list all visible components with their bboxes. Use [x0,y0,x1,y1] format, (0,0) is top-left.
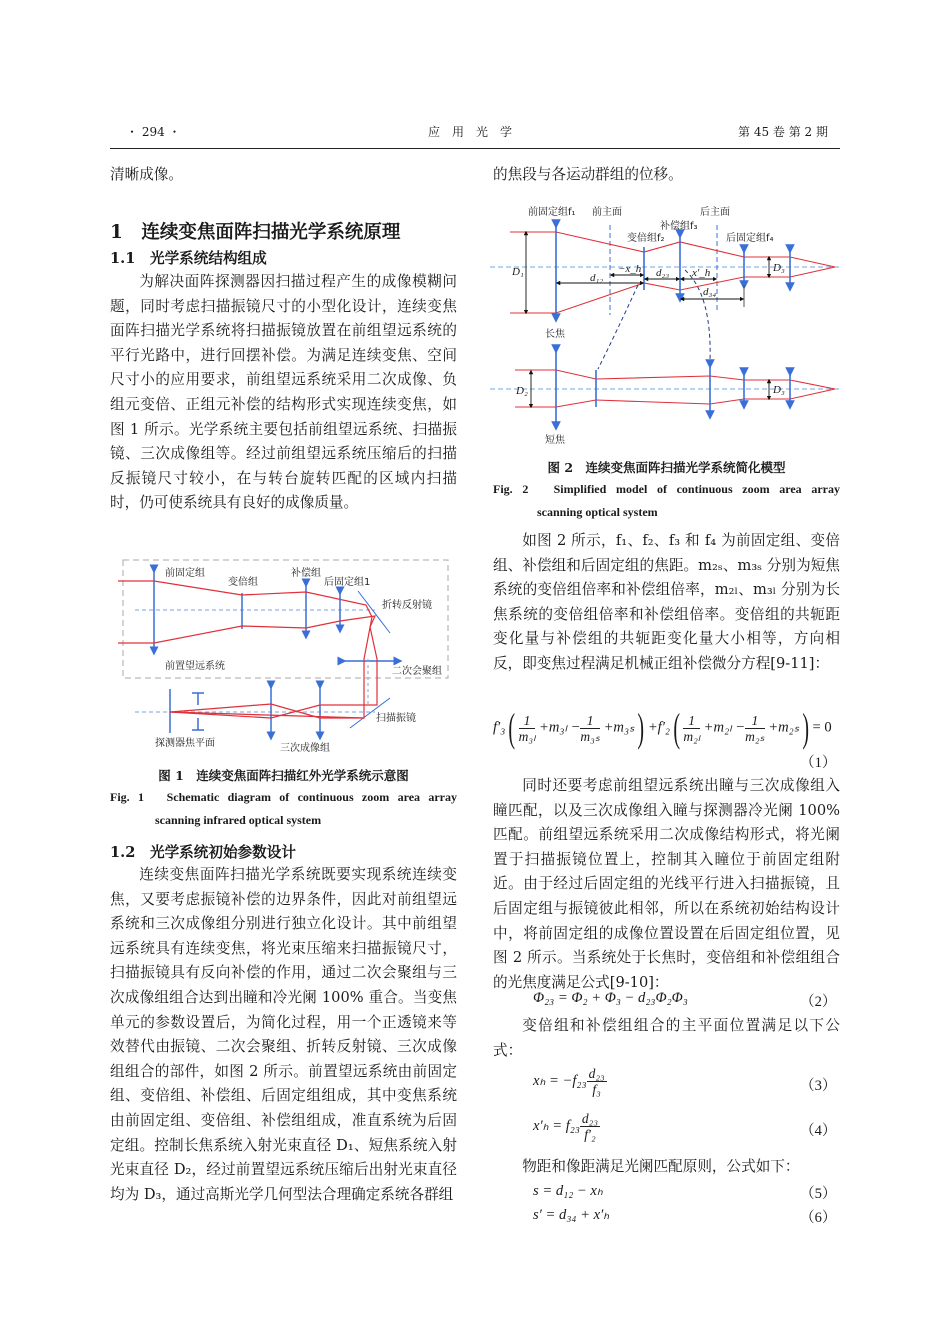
equation-3 [533,1066,607,1097]
equation-6: s′ = d₃₄ + x′ₕ [533,1207,610,1223]
eq1-m3l-den: m₃ₗ [518,728,536,744]
ray-paths-fig2 [510,232,835,407]
label-d34: d₃₄ [703,286,717,298]
label-rear-fixed-f4: 后固定组f₄ [726,233,774,244]
intro-text: 清晰成像。 [110,166,183,183]
label-D2: D₂ [516,385,528,397]
label-front-fixed-f1: 前固定组f₁ [528,207,576,218]
eq1-m3s-den: m₃ₛ [580,728,600,744]
label-short-focus: 短焦 [545,435,565,446]
paragraph-1: 为解决面阵探测器因扫描过程产生的成像模糊问题，同时考虑扫描振镜尺寸的小型化设计，连续变焦面阵扫描光学系统将扫描振镜放置在前组望远系统的平行光路中，进行回摆补偿。为满足连续变焦、空间尺寸小的应用要求，前组望远系统采用二次成像、负组元变倍、正组元补偿的结构形式实现连续变焦，如图 1 所示。光学系统主要包括前组望远系统、扫描振镜、三次成像组等。经过前组望远系统压缩后的扫描反振镜尺寸较小，在与转台旋转匹配的区域内扫描时，仍可使系统具有良好的成像质量。 [110,273,457,512]
eq1-m2s: m₂ₛ [778,719,800,736]
section-heading-1: 1 连续变焦面阵扫描光学系统原理 [110,222,401,243]
eq3-lhs: xₕ = −f₂₃ [533,1072,587,1089]
label-rear-principal: 后主面 [700,207,730,218]
equation-6-number: （6） [800,1210,837,1226]
label-d12: d₁₂ [590,272,604,284]
equation-5-number: （5） [800,1186,837,1202]
figure-1-caption-en-2: scanning infrared optical system [155,813,322,827]
eq1-equals-zero: = 0 [812,719,832,736]
label-D3-long: D₃ [773,262,785,274]
paragraph-6: 物距和像距满足光阑匹配原则，公式如下： [522,1158,800,1175]
label-compensator-f3: 补偿组f₃ [660,221,698,232]
intro-text-right: 的焦段与各运动群组的位移。 [493,166,683,183]
eq1-one: 1 [580,713,599,729]
op: + [603,719,614,736]
equation-4 [533,1111,600,1142]
label-tertiary: 三次成像组 [280,743,330,754]
figure-2-diagram [490,195,850,455]
eq1-m2l: m₂ₗ [713,719,732,736]
label-fold-mirror: 折转反射镜 [382,600,432,611]
header-rule [110,148,840,149]
label-scan-mirror: 扫描振镜 [376,713,416,724]
issue-info: 第 45 卷 第 2 期 [738,125,828,139]
label-rear-fixed-1: 后固定组1 [324,577,371,588]
op: − [570,719,581,736]
paragraph-4: 同时还要考虑前组望远系统出瞳与三次成像组入瞳匹配，以及三次成像组入瞳与探测器冷光阑 100% 匹配。前组望远系统采用二次成像结构形式，将光阑置于扫描振镜位置上，控制其入瞳位于前固定组附近。由于经过后固定组的光线平行进入扫描振镜，且后固定组与振镜彼此相邻，所以在系统初始结构设计中，将前固定组的成像位置设置在后固定组位置，见图 2 所示。当系统处于长焦时，变倍组和补偿组组合的光焦度满足公式[9-10]： [493,777,840,991]
eq1-m2s-den: m₂ₛ [745,728,765,744]
op: + [539,719,549,736]
eq1-f3: f′₃ [493,719,506,736]
equation-5: s = d₁₂ − xₕ [533,1183,603,1199]
figure-2-caption-cn: 图 2 连续变焦面阵扫描光学系统简化模型 [547,460,786,475]
ray-paths [118,581,377,718]
eq1-one: 1 [745,713,764,729]
label-d23: d₂₃ [656,267,670,279]
label-zoom-f2: 变倍组f₂ [627,233,665,244]
figure-1-caption-cn: 图 1 连续变焦面阵扫描红外光学系统示意图 [158,768,409,783]
label-front-fixed: 前固定组 [165,568,205,579]
eq3-numerator: d₂₃ [588,1066,605,1081]
label-zoom: 变倍组 [228,577,258,588]
journal-name: 应 用 光 学 [428,125,513,139]
op: + [703,719,714,736]
op: − [735,719,746,736]
label-xh: −x_h [618,263,642,275]
eq1-f2: f′₂ [657,719,670,736]
eq1-one: 1 [683,713,700,729]
label-D3-short: D₃ [773,384,785,396]
label-D1: D₁ [512,266,524,278]
paragraph-3: 如图 2 所示，f₁、f₂、f₃ 和 f₄ 为前固定组、变倍组、补偿组和后固定组的焦距。m₂ₛ、m₃ₛ 分别为短焦系统的变倍组倍率和补偿组倍率，m₂ₗ、m₃ₗ 分别为长焦系统的变倍组倍率和补偿组倍率。变倍组的共轭距变化量与补偿组的共轭距变化量大小相等，方向相反，即变焦过程满足机械正组补偿微分方程[9-11]： [493,532,840,672]
subsection-heading-1-2: 1.2 光学系统初始参数设计 [110,844,296,861]
equation-2-number: （2） [800,994,837,1010]
op: + [768,719,779,736]
page-number: ・ 294 ・ [126,125,181,139]
eq4-lhs: x′ₕ = f₂₃ [533,1117,580,1134]
eq3-denominator: f₃ [592,1082,601,1097]
equation-3-number: （3） [800,1078,837,1094]
figure-2-caption-en-2: scanning optical system [537,505,658,519]
eq1-m2l-den: m₂ₗ [683,728,701,744]
fold-mirror [358,591,390,633]
eq1-one: 1 [519,713,536,729]
equation-1-number: （1） [800,755,837,771]
equation-2: Φ₂₃ = Φ₂ + Φ₃ − d₂₃Φ₂Φ₃ [533,990,688,1006]
eq4-denominator: f′₂ [584,1127,596,1142]
paragraph-5: 变倍组和补偿组组合的主平面位置满足以下公式： [493,1017,840,1059]
subsection-heading-1-1: 1.1 光学系统结构组成 [110,250,267,267]
label-compensator: 补偿组 [291,568,321,579]
label-detector: 探测器焦平面 [155,738,215,749]
op: + [647,719,658,736]
figure-1-caption-en-1: Fig. 1 Schematic diagram of continuous zoom area array [110,790,457,804]
eq1-m3s: m₃ₛ [613,719,635,736]
label-long-focus: 长焦 [545,329,565,340]
label-xh-prime: x′_h [692,267,711,279]
equation-1: f′₃( $\frac{1}{\text{m₃ₗ}}$ +m₃ₗ − $\frac{1}{\text{m₃ₛ}}$ +m₃ₛ) +f′₂( $\frac{1}{\text{m₂ₗ}}$ +m₂ₗ − $\frac{1}{\text{m₂ₛ}}$ +m₂ₛ) = 0 [493,705,832,750]
label-front-principal: 前主面 [592,207,622,218]
paragraph-2: 连续变焦面阵扫描光学系统既要实现系统连续变焦，又要考虑振镜补偿的边界条件，因此对前组望远系统和三次成像组分别进行独立化设计。其中前组望远系统具有连续变焦，将光束压缩来扫描振镜尺寸，扫描振镜具有反向补偿的作用，通过二次会聚组与三次成像组组合达到出瞳和冷光阑 100% 重合。当变焦单元的参数设置后，为简化过程，用一个正透镜来等效替代由振镜、二次会聚组、折转反射镜、三次成像组组合的部件，如图 2 所示。前置望远系统由前固定组、变倍组、补偿组、后固定组组成，其中变焦系统由前固定组、变倍组、补偿组组成，准直系统为后固定组。控制长焦系统入射光束直径 D₁、短焦系统入射光束直径 D₂，经过前置望远系统压缩后出射光束直径均为 D₃，通过高斯光学几何型法合理确定系统各群组 [110,866,457,1203]
eq1-m3l: m₃ₗ [548,719,567,736]
label-secondary: 二次会聚组 [392,666,442,677]
figure-1-diagram [110,555,460,755]
figure-2-caption-en-1: Fig. 2 Simplified model of continuous zoom area array [493,482,840,496]
eq4-numerator: d₂₃ [581,1111,599,1126]
label-front-telescope: 前置望远系统 [165,661,225,672]
equation-4-number: （4） [800,1123,837,1139]
